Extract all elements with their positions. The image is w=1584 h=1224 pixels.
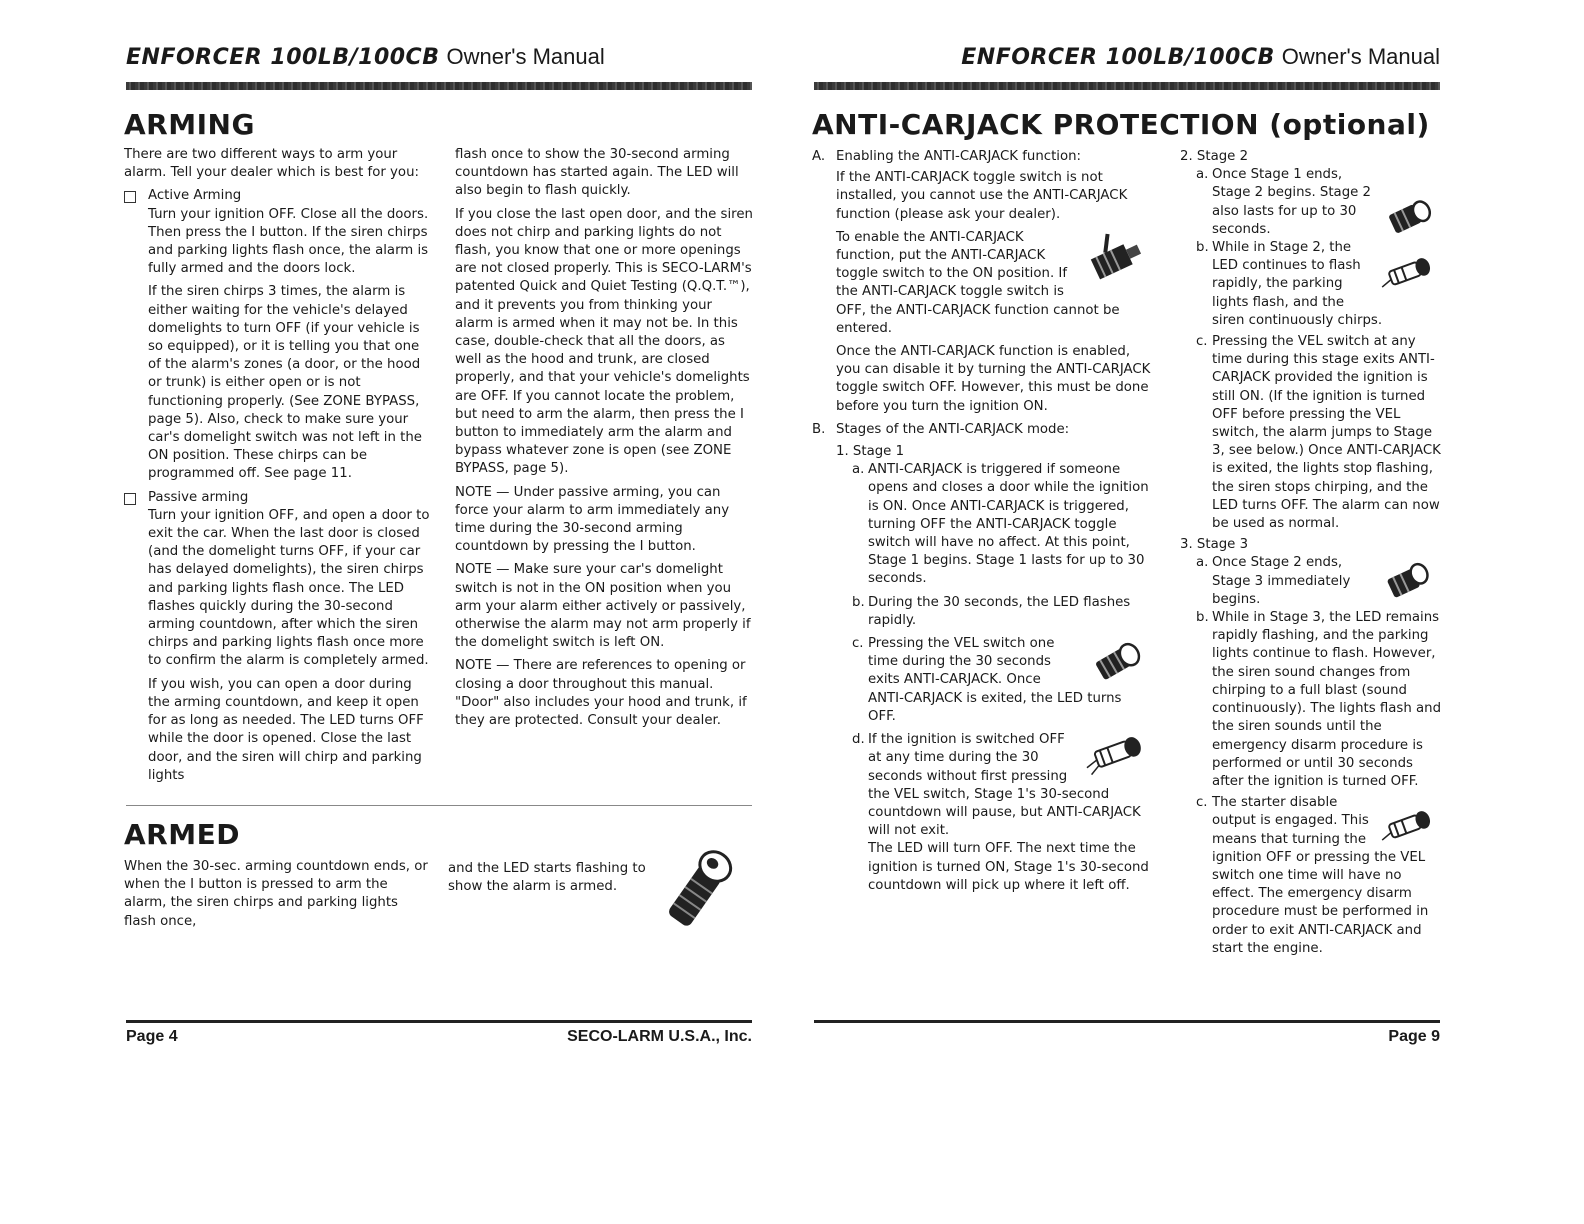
passive-arming-p1: Turn your ignition OFF, and open a door to exit the car. When the last door is closed (and the domelight turns OFF, if your car has delayed domelights), the siren chirps and parking lights flash once. The LED flashes quickly during the 30-second arming countdown, after which the siren chirps and parking lights flash once more to confirm the alarm is completely armed.: [148, 507, 430, 669]
right-page-number: Page 9: [1388, 1028, 1440, 1045]
stage3-item-b: [1196, 609, 1442, 791]
arming-intro: There are two different ways to arm your alarm. Tell your dealer which is best for you:: [124, 147, 419, 181]
passive-arming-bullet: [124, 489, 436, 507]
arming-col2-p1: flash once to show the 30-second arming countdown has started again. The LED will also begin to flash quickly.: [455, 147, 739, 199]
right-header: [961, 44, 1440, 70]
armed-text-1: When the 30-sec. arming countdown ends, or when the I button is pressed to arm the alarm, the siren chirps and parking lights flash once,: [124, 859, 428, 929]
anticarjack-heading: ANTI-CARJACK PROTECTION (optional): [812, 108, 1430, 141]
item-label: a.: [1196, 555, 1209, 571]
armed-col2: [448, 860, 684, 901]
right-header-rule: [814, 82, 1440, 90]
item-label: a.: [1196, 167, 1209, 183]
stage1-item-b: [852, 594, 1152, 630]
active-arming-p1: Turn your ignition OFF. Close all the doors. Then press the I button. If the siren chirps and parking lights flash once, the alarm is fully armed and the doors lock.: [148, 206, 429, 277]
anticarjack-col2: [1180, 148, 1442, 958]
checkbox-icon: [124, 191, 136, 203]
armed-col1: [124, 858, 430, 936]
anticarjack-col1: [812, 148, 1152, 895]
vel-switch-illustration: [1378, 556, 1442, 600]
passive-arming-p2: If you wish, you can open a door during the arming countdown, and keep it open for as long as needed. The LED turns OFF while the door is opened. Close the last door, and the siren will chirp and parking lights: [148, 676, 424, 783]
stage1-item-a: [852, 461, 1152, 588]
stage2-a-text: Once Stage 1 ends, Stage 2 begins. Stage 2 also lasts for up to 30 seconds.: [1212, 167, 1372, 237]
section-a-label: A.: [812, 149, 826, 164]
right-header-title: Owner's Manual: [1281, 44, 1440, 69]
stage2-item-a: [1196, 166, 1442, 239]
armed-heading: ARMED: [124, 818, 240, 851]
left-footer-rule: [126, 1020, 752, 1023]
active-arming-bullet: [124, 187, 436, 205]
stage3-b-text: While in Stage 3, the LED remains rapidly flashing, and the parking lights continue to flash. However, the siren sound changes from chirping to a full blast (sound continuously). The lights flash and the siren sounds until the emergency disarm procedure is performed or until 30 seconds after the ignition is turned OFF.: [1212, 610, 1442, 789]
stage2-c-text: Pressing the VEL switch at any time during this stage exits ANTI-CARJACK provided the ignition is still ON. (If the ignition is turned OFF before pressing the VEL switch, the alarm jumps to Stage 3, see below.) Once ANTI-CARJACK is exited, the lights stop flashing, the siren stops chirping, and the LED turns OFF. The alarm can now be used as normal.: [1212, 334, 1441, 532]
section-a-p2: To enable the ANTI-CARJACK function, put the ANTI-CARJACK toggle switch to the ON position. If the ANTI-CARJACK toggle switch is OFF, the ANTI-CARJACK function cannot be entered.: [836, 229, 1120, 336]
item-label: b.: [1196, 240, 1209, 256]
left-footer-company: SECO-LARM U.S.A., Inc.: [567, 1028, 752, 1045]
item-label: c.: [1196, 795, 1208, 811]
stage1-item-d: [852, 731, 1152, 895]
stage1-d2-text: The LED will turn OFF. The next time the ignition is turned ON, Stage 1's 30-second countdown will pick up where it left off.: [868, 841, 1149, 893]
stage3-item-c: [1196, 794, 1442, 958]
right-header-brand: ENFORCER 100LB/100CB: [961, 45, 1275, 70]
stage3-a-text: Once Stage 2 ends, Stage 3 immediately begins.: [1212, 555, 1351, 607]
toggle-switch-illustration: [1078, 229, 1152, 285]
ignition-switch-illustration: [1376, 253, 1442, 293]
vel-switch-illustration: [1084, 635, 1152, 683]
stage2-title: 2. Stage 2: [1180, 149, 1249, 164]
stage1-d-text: If the ignition is switched OFF at any time during the 30 seconds without first pressing the VEL switch, Stage 1's 30-second countdown will pause, but ANTI-CARJACK will not exit.: [868, 732, 1141, 839]
stage1-title: 1. Stage 1: [836, 444, 905, 460]
stage1-b-text: During the 30 seconds, the LED flashes rapidly.: [868, 594, 1131, 628]
stage3-item-a: [1196, 554, 1442, 609]
note-domelight: NOTE — Make sure your car's domelight switch is not in the ON position when you arm your alarm either actively or passively, otherwise the alarm may not arm properly if the domelight switch is left ON.: [455, 562, 751, 651]
left-header: [126, 44, 605, 70]
active-arming-title: Active Arming: [148, 188, 242, 204]
stage2-item-c: [1196, 333, 1442, 533]
item-label: d.: [852, 732, 865, 748]
arming-col2-p2: If you close the last open door, and the siren does not chirp and parking lights do not flash, you know that one or more openings are not closed properly. This is SECO-LARM's patented Quick and Quiet Testing (Q.Q.T.™), and it prevents you from thinking your alarm is armed when it may not be. In this case, double-check that all the doors, as well as the hood and trunk, are closed properly, and that your vehicle's domelights are OFF. If you cannot locate the problem, but need to arm the alarm, then press the I button to immediately arm the alarm and bypass whatever zone is open (see ZONE BYPASS, page 5).: [455, 206, 753, 477]
right-page: [792, 0, 1584, 1224]
arming-col2: [455, 146, 753, 735]
section-a: [812, 148, 1152, 166]
section-a-p3: Once the ANTI-CARJACK function is enabled, you can disable it by turning the ANTI-CARJACK toggle switch OFF. However, this must be done before you turn the ignition ON.: [836, 344, 1151, 414]
active-arming-p2: If the siren chirps 3 times, the alarm is either waiting for the vehicle's delayed domelights to turn OFF (if your vehicle is so equipped), or it is telling you that one of the alarm's zones (a door, or the hood or trunk) is either open or is not functioning properly. (See ZONE BYPASS, page 5). Also, check to make sure your car's domelight switch was not left in the ON position. These chirps can be programmed off. See page 11.: [148, 284, 422, 482]
passive-arming-title: Passive arming: [148, 489, 249, 505]
arming-col1: [124, 146, 436, 790]
stage2-b-text: While in Stage 2, the LED continues to flash rapidly, the parking lights flash, and the siren continuously chirps.: [1212, 240, 1383, 328]
transmitter-illustration: [650, 846, 750, 934]
ignition-switch-illustration: [1376, 806, 1442, 846]
left-header-rule: [126, 82, 752, 90]
ignition-switch-illustration: [1080, 731, 1152, 777]
section-a-title: Enabling the ANTI-CARJACK function:: [836, 149, 1082, 164]
stage3-title: 3. Stage 3: [1180, 537, 1249, 553]
right-footer-rule: [814, 1020, 1440, 1023]
section-divider: [126, 805, 752, 806]
item-label: b.: [852, 594, 865, 610]
stage1-a-text: ANTI-CARJACK is triggered if someone opens and closes a door while the ignition is ON. Once ANTI-CARJACK is triggered, turning OFF the ANTI-CARJACK toggle switch will have no affect. At this point, Stage 1 begins. Stage 1 lasts for up to 30 seconds.: [868, 462, 1149, 587]
item-label: c.: [1196, 334, 1208, 350]
note-passive: NOTE — Under passive arming, you can force your alarm to arm immediately any time during the 30-second arming countdown by pressing the I button.: [455, 484, 730, 555]
stage1-c-text: Pressing the VEL switch one time during the 30 seconds exits ANTI-CARJACK. Once ANTI-CARJACK is exited, the LED turns OFF.: [868, 636, 1122, 724]
note-door: NOTE — There are references to opening or closing a door throughout this manual. "Door" also includes your hood and trunk, if they are protected. Consult your dealer.: [455, 658, 747, 729]
item-label: b.: [1196, 610, 1209, 626]
checkbox-icon: [124, 493, 136, 505]
section-b-label: B.: [812, 421, 826, 437]
stage1-item-c: [852, 635, 1152, 726]
section-a-p1: If the ANTI-CARJACK toggle switch is not installed, you cannot use the ANTI-CARJACK function (please ask your dealer).: [836, 170, 1128, 222]
section-b: [812, 421, 1152, 439]
item-label: c.: [852, 636, 864, 652]
armed-text-2: and the LED starts flashing to show the alarm is armed.: [448, 861, 646, 895]
vel-switch-illustration: [1380, 194, 1442, 236]
left-page-number: Page 4: [126, 1028, 178, 1045]
stage2-item-b: [1196, 239, 1442, 330]
stage3-c-text: The starter disable output is engaged. This means that turning the ignition OFF or pressing the VEL switch one time will have no effect. The emergency disarm procedure must be performed in order to exit ANTI-CARJACK and start the engine.: [1212, 795, 1429, 956]
arming-heading: ARMING: [124, 108, 255, 141]
left-header-title: Owner's Manual: [446, 44, 605, 69]
item-label: a.: [852, 462, 865, 478]
left-header-brand: ENFORCER 100LB/100CB: [126, 45, 440, 70]
section-b-title: Stages of the ANTI-CARJACK mode:: [836, 421, 1070, 437]
